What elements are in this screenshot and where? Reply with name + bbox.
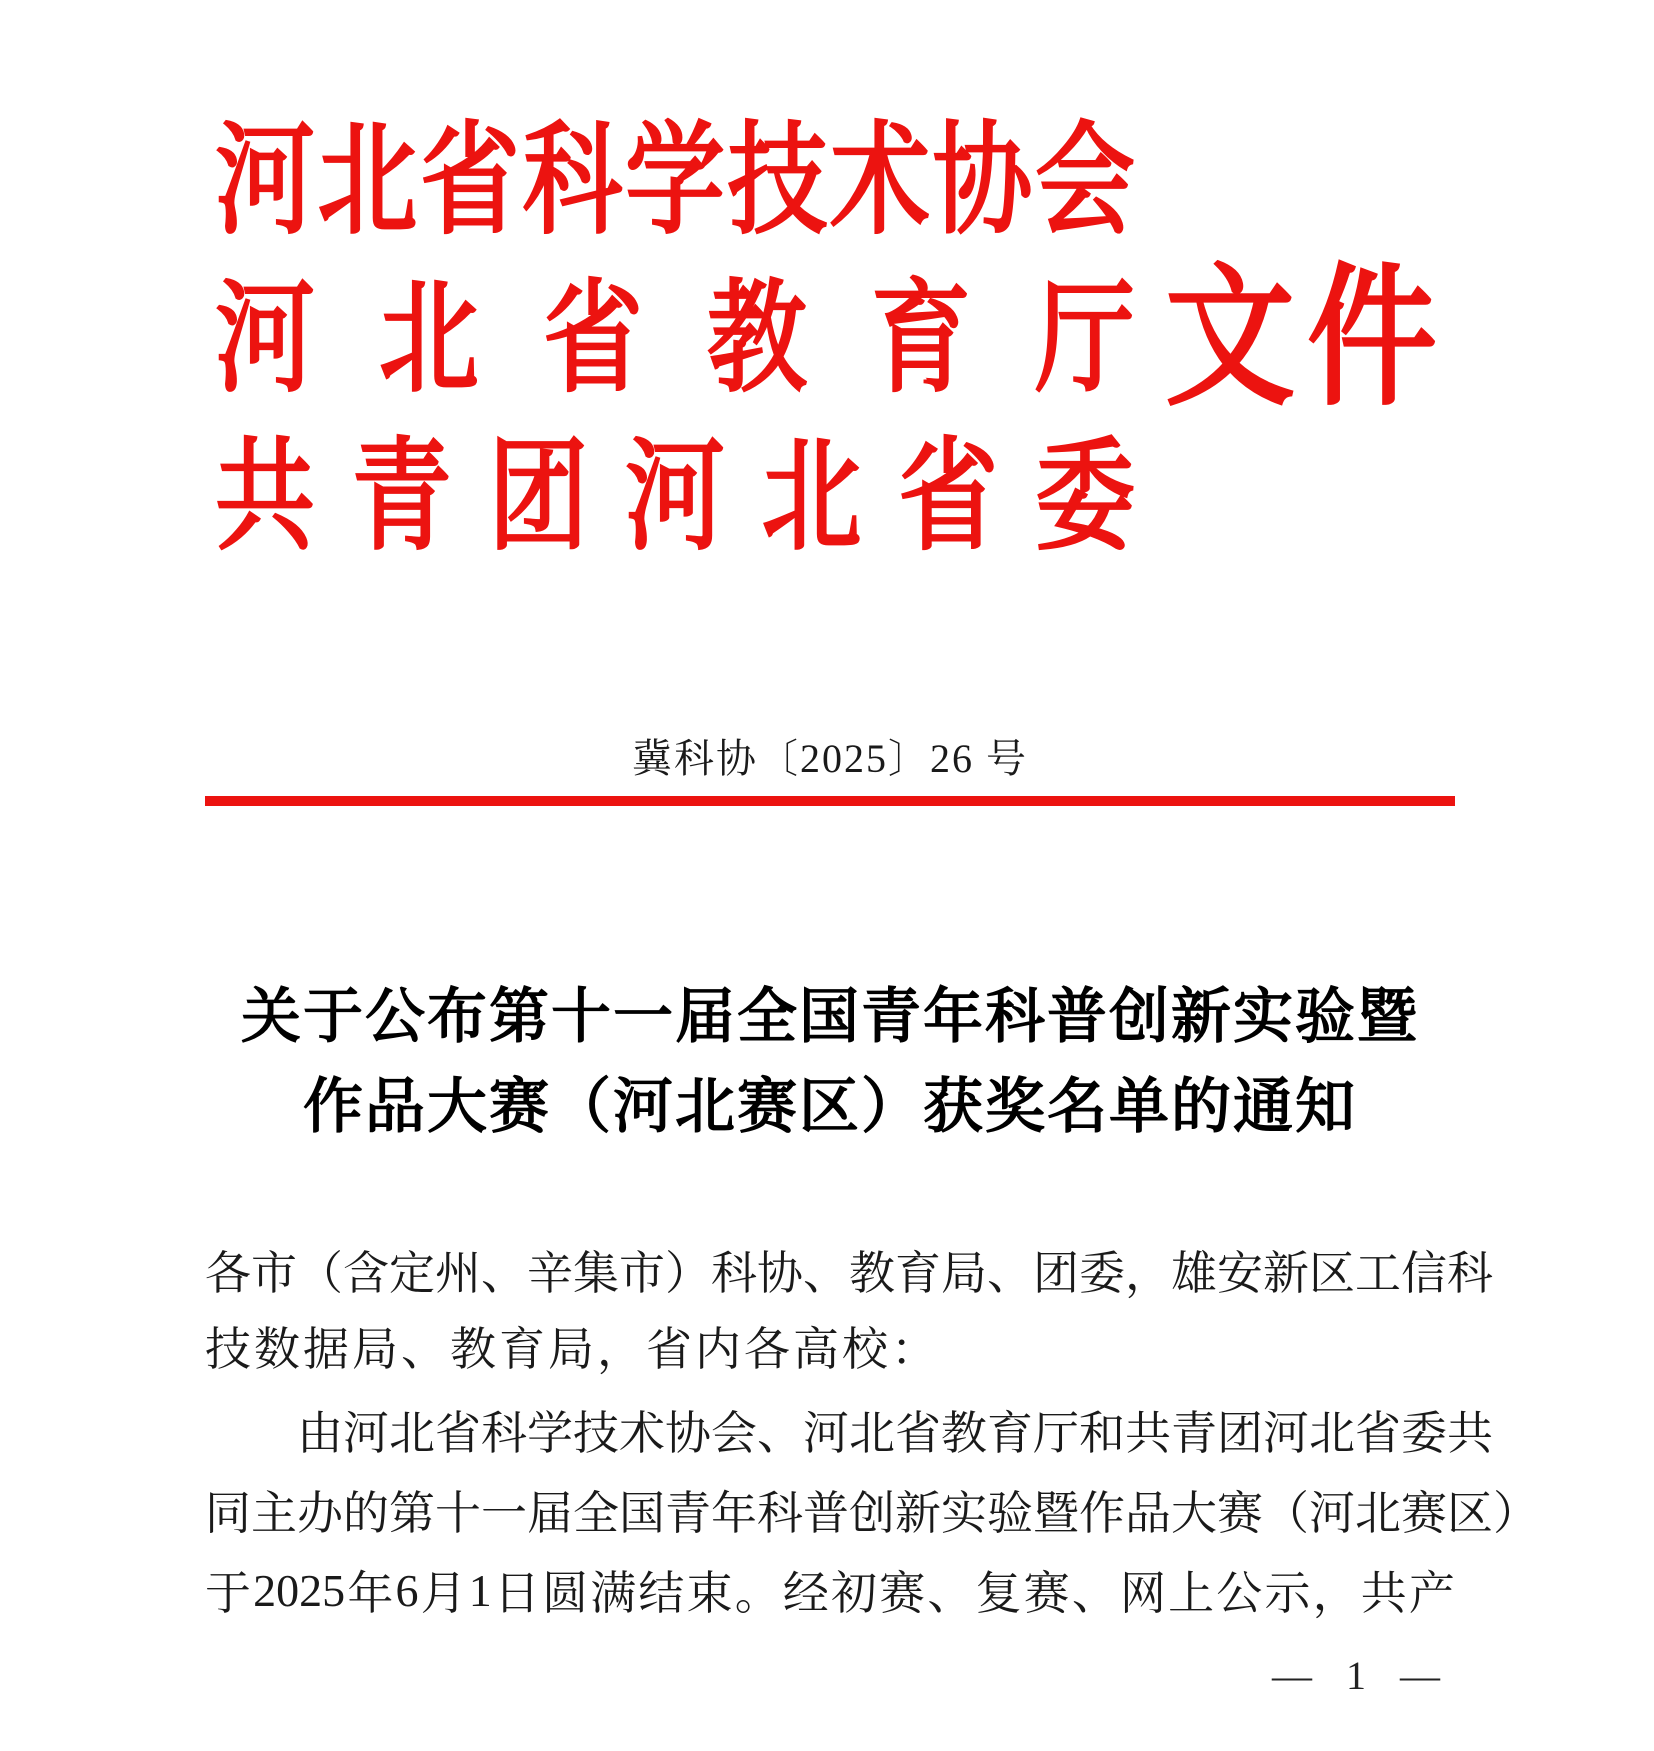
title-line-1: 关于公布第十一届全国青年科普创新实验暨 [241,983,1419,1050]
body-line-4: 同 主 办 的 第 十 一 届 全 国 青 年 科 普 创 新 实 验 暨 作 品 大 赛 （ 河 北 赛 区 ） [205,1488,1539,1539]
doc-type-label: 文件 [1165,255,1450,425]
body-line-1: 各 市 （ 含 定 州 、 辛 集 市 ） 科 协 、 教 育 局 、 团 委 ， 雄 安 新 区 工 信 科 [205,1248,1493,1299]
org-name-line-3: 共 青 团 河 北 省 委 [215,429,1135,566]
body-line-5: 于 2025 年 6 月 1 日 圆 满 结 束 。 经 初 赛 、 复 赛 、 网 上 公 示 ， 共 产 [205,1564,1455,1619]
org-name-line-1: 河 北 省 科 学 技 术 协 会 [215,113,1135,250]
issuing-org-names [215,103,1135,577]
title-line-2: 作品大赛（河北赛区）获奖名单的通知 [303,1073,1357,1140]
body-line-3: 由 河 北 省 科 学 技 术 协 会 、 河 北 省 教 育 厅 和 共 青 团 河 北 省 委 共 [297,1408,1493,1459]
org-name-line-2: 河 北 省 教 育 厅 [215,271,1135,408]
page-number: — 1 — [1272,1653,1440,1698]
letterhead [215,103,1455,577]
doc-number: 冀科协〔2025〕26 号 [632,736,1028,781]
document-title [205,972,1455,1152]
body-line-2: 技数据局、教育局，省内各高校： [205,1324,940,1375]
content-column [205,0,1539,1630]
red-separator-line [205,796,1455,806]
document-body [205,1230,1539,1630]
